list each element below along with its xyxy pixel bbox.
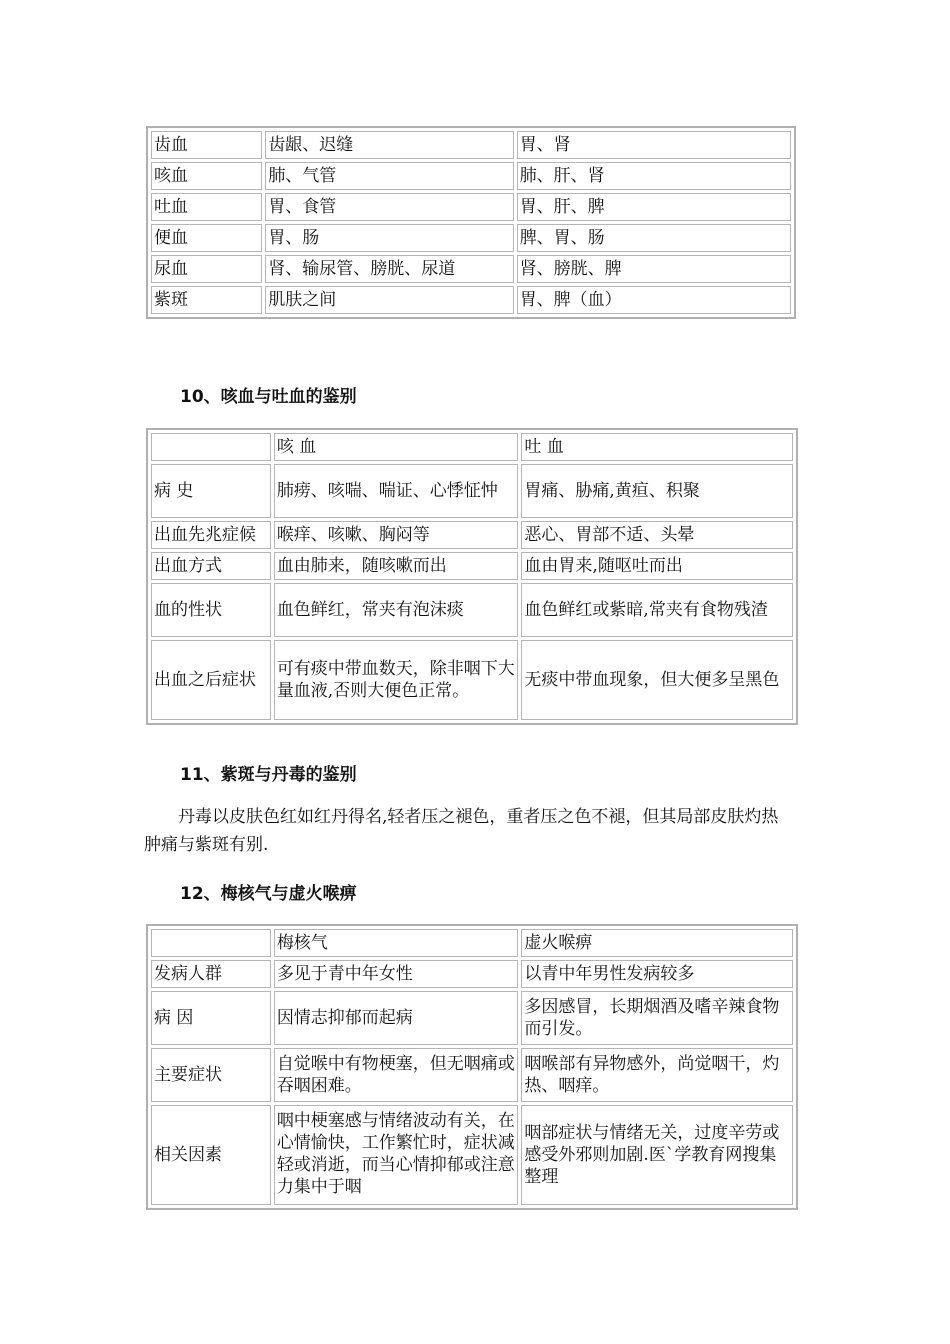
table-cell: 血由肺来，随咳嗽而出 xyxy=(274,552,519,580)
table-cell: 病 因 xyxy=(151,991,271,1045)
table-cell: 出血方式 xyxy=(151,552,271,580)
table-cell: 胃、肝、脾 xyxy=(517,193,791,221)
table-row xyxy=(151,1048,793,1102)
table-cell: 肺、肝、肾 xyxy=(517,162,791,190)
table-cell: 吐血 xyxy=(151,193,262,221)
table-cell: 咽部症状与情绪无关，过度辛劳或感受外邪则加剧.医`学教育网搜集整理 xyxy=(521,1105,793,1205)
table-cell: 多见于青中年女性 xyxy=(274,960,519,988)
table-cell: 胃、肠 xyxy=(265,224,513,252)
table-header-cell: 咳 血 xyxy=(274,433,519,461)
table-header-cell xyxy=(151,929,271,957)
table-cell: 便血 xyxy=(151,224,262,252)
table-cell: 紫斑 xyxy=(151,286,262,314)
table-cell-text: 咽中梗塞感与情绪波动有关，在心情愉快，工作繁忙时，症状减轻或消逝，而当心情抑郁或注意力集中于咽 xyxy=(276,1111,515,1197)
table-cell: 相关因素 xyxy=(151,1105,271,1205)
table-header-cell: 吐 血 xyxy=(521,433,793,461)
table-cell: 血的性状 xyxy=(151,583,271,637)
section-heading: 11、紫斑与丹毒的鉴别 xyxy=(180,765,357,785)
table-header-cell xyxy=(151,433,271,461)
table-cell: 喉痒、咳嗽、胸闷等 xyxy=(274,521,519,549)
table-cell: 尿血 xyxy=(151,255,262,283)
table-cell: 主要症状 xyxy=(151,1048,271,1102)
table-cell: 因情志抑郁而起病 xyxy=(274,991,519,1045)
section-heading: 12、梅核气与虚火喉痹 xyxy=(180,884,357,904)
bleeding-location-table xyxy=(146,126,796,319)
table-cell: 肺痨、咳喘、喘证、心悸怔忡 xyxy=(274,464,519,518)
table-cell: 恶心、胃部不适、头晕 xyxy=(521,521,793,549)
table-cell: 齿血 xyxy=(151,131,262,159)
table-row xyxy=(151,640,793,720)
table-cell: 肺、气管 xyxy=(265,162,513,190)
table-row xyxy=(151,224,791,252)
table-row xyxy=(151,960,793,988)
table-row xyxy=(151,991,793,1045)
table-cell: 出血先兆症候 xyxy=(151,521,271,549)
table-row xyxy=(151,552,793,580)
table-row xyxy=(151,521,793,549)
table-cell: 肌肤之间 xyxy=(265,286,513,314)
hemoptysis-hematemesis-table xyxy=(146,428,798,725)
section-heading: 10、咳血与吐血的鉴别 xyxy=(180,387,357,407)
table-row xyxy=(151,464,793,518)
table-cell: 以青中年男性发病较多 xyxy=(521,960,793,988)
table-row xyxy=(151,286,791,314)
table-cell: 自觉喉中有物梗塞，但无咽痛或吞咽困难。 xyxy=(274,1048,519,1102)
table-cell: 咳血 xyxy=(151,162,262,190)
table-cell: 胃痛、胁痛,黄疸、积聚 xyxy=(521,464,793,518)
table-cell: 胃、肾 xyxy=(517,131,791,159)
table-cell: 血由胃来,随呕吐而出 xyxy=(521,552,793,580)
table-row xyxy=(151,193,791,221)
table-cell xyxy=(274,1105,519,1205)
table-header-row xyxy=(151,929,793,957)
table-cell: 多因感冒，长期烟酒及嗜辛辣食物而引发。 xyxy=(521,991,793,1045)
table-cell: 咽喉部有异物感外，尚觉咽干，灼热、咽痒。 xyxy=(521,1048,793,1102)
table-row xyxy=(151,131,791,159)
table-cell: 肾、输尿管、膀胱、尿道 xyxy=(265,255,513,283)
table-row xyxy=(151,162,791,190)
table-row xyxy=(151,583,793,637)
table-cell: 发病人群 xyxy=(151,960,271,988)
table-header-cell: 虚火喉痹 xyxy=(521,929,793,957)
table-cell: 可有痰中带血数天，除非咽下大量血液,否则大便色正常。 xyxy=(274,640,519,720)
table-cell: 胃、脾（血） xyxy=(517,286,791,314)
table-cell: 肾、膀胱、脾 xyxy=(517,255,791,283)
table-cell: 血色鲜红或紫暗,常夹有食物残渣 xyxy=(521,583,793,637)
table-cell: 血色鲜红，常夹有泡沫痰 xyxy=(274,583,519,637)
section-paragraph: 丹毒以皮肤色红如红丹得名,轻者压之褪色，重者压之色不褪，但其局部皮肤灼热肿痛与紫斑有别. xyxy=(144,807,779,855)
globus-pharyngitis-table xyxy=(146,924,798,1210)
table-cell: 脾、胃、肠 xyxy=(517,224,791,252)
table-cell: 出血之后症状 xyxy=(151,640,271,720)
table-cell: 齿龈、迟缝 xyxy=(265,131,513,159)
table-header-row xyxy=(151,433,793,461)
table-cell: 胃、食管 xyxy=(265,193,513,221)
table-cell: 无痰中带血现象，但大便多呈黑色 xyxy=(521,640,793,720)
table-row xyxy=(151,1105,793,1205)
table-row xyxy=(151,255,791,283)
table-header-cell: 梅核气 xyxy=(274,929,519,957)
table-cell: 病 史 xyxy=(151,464,271,518)
